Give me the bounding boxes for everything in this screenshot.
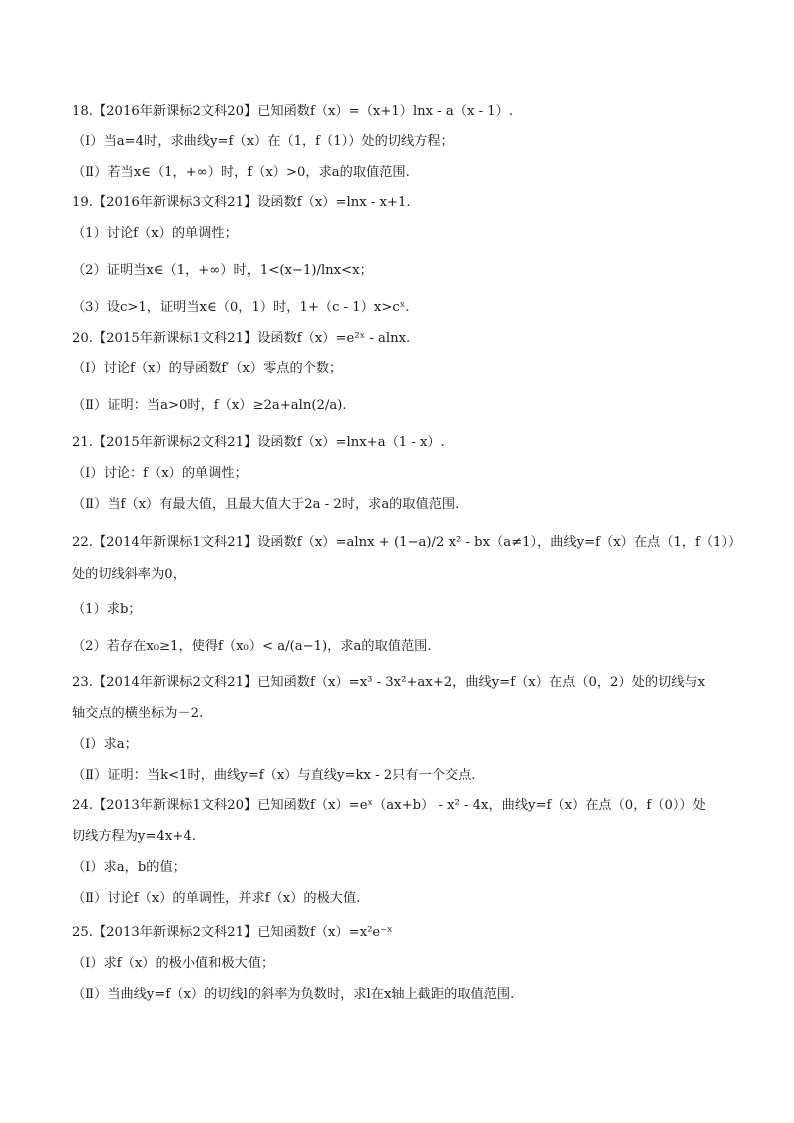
- problem-21-part-1: （Ⅰ）讨论：f（x）的单调性；: [72, 466, 248, 481]
- problem-20-statement: 20.【2015年新课标1文科21】设函数f（x）=e²ˣ - alnx.: [72, 331, 411, 346]
- problem-18-part-1: （Ⅰ）当a=4时，求曲线y=f（x）在（1，f（1））处的切线方程；: [72, 134, 454, 149]
- problem-22-part-2: （2）若存在x₀≥1，使得f（x₀）< a/(a−1)，求a的取值范围.: [72, 639, 432, 654]
- problem-24-statement-cont: 切线方程为y=4x+4.: [72, 829, 196, 844]
- problem-18-part-2: （Ⅱ）若当x∈（1，+∞）时，f（x）>0，求a的取值范围.: [72, 165, 410, 180]
- problem-22-statement-cont: 处的切线斜率为0，: [72, 567, 186, 582]
- problem-18-statement: 18.【2016年新课标2文科20】已知函数f（x）=（x+1）lnx - a（x - 1）.: [72, 104, 514, 119]
- problem-21-statement: 21.【2015年新课标2文科21】设函数f（x）=lnx+a（1 - x）.: [72, 435, 445, 450]
- problem-19-statement: 19.【2016年新课标3文科21】设函数f（x）=lnx - x+1.: [72, 195, 411, 210]
- problem-25-part-2: （Ⅱ）当曲线y=f（x）的切线l的斜率为负数时，求l在x轴上截距的取值范围.: [72, 987, 515, 1002]
- problem-24-part-1: （Ⅰ）求a，b的值；: [72, 860, 186, 875]
- problem-23-part-2: （Ⅱ）证明：当k<1时，曲线y=f（x）与直线y=kx - 2只有一个交点.: [72, 768, 476, 783]
- problem-22-part-1: （1）求b；: [72, 602, 142, 617]
- problem-19-part-1: （1）讨论f（x）的单调性；: [72, 226, 238, 241]
- problem-22-statement: 22.【2014年新课标1文科21】设函数f（x）=alnx + (1−a)/2 x² - bx（a≠1），曲线y=f（x）在点（1，f（1））: [72, 535, 742, 550]
- problem-23-statement-cont: 轴交点的横坐标为－2.: [72, 706, 204, 721]
- problem-21-part-2: （Ⅱ）当f（x）有最大值，且最大值大于2a - 2时，求a的取值范围.: [72, 497, 460, 512]
- problem-20-part-1: （Ⅰ）讨论f（x）的导函数f′（x）零点的个数；: [72, 361, 343, 376]
- problem-24-part-2: （Ⅱ）讨论f（x）的单调性，并求f（x）的极大值.: [72, 891, 361, 906]
- problem-19-part-3: （3）设c>1，证明当x∈（0，1）时，1+（c - 1）x>cˣ.: [72, 300, 410, 315]
- problem-23-part-1: （Ⅰ）求a；: [72, 737, 138, 752]
- problem-25-part-1: （Ⅰ）求f（x）的极小值和极大值；: [72, 956, 275, 971]
- problem-19-part-2: （2）证明当x∈（1，+∞）时，1<(x−1)/lnx<x；: [72, 263, 373, 278]
- problem-24-statement: 24.【2013年新课标1文科20】已知函数f（x）=eˣ（ax+b） - x² - 4x，曲线y=f（x）在点（0，f（0））处: [72, 798, 706, 813]
- problem-20-part-2: （Ⅱ）证明：当a>0时，f（x）≥2a+aln(2/a).: [72, 398, 347, 413]
- problem-25-statement: 25.【2013年新课标2文科21】已知函数f（x）=x²e⁻ˣ: [72, 925, 393, 940]
- problem-23-statement: 23.【2014年新课标2文科21】已知函数f（x）=x³ - 3x²+ax+2，曲线y=f（x）在点（0，2）处的切线与x: [72, 675, 706, 690]
